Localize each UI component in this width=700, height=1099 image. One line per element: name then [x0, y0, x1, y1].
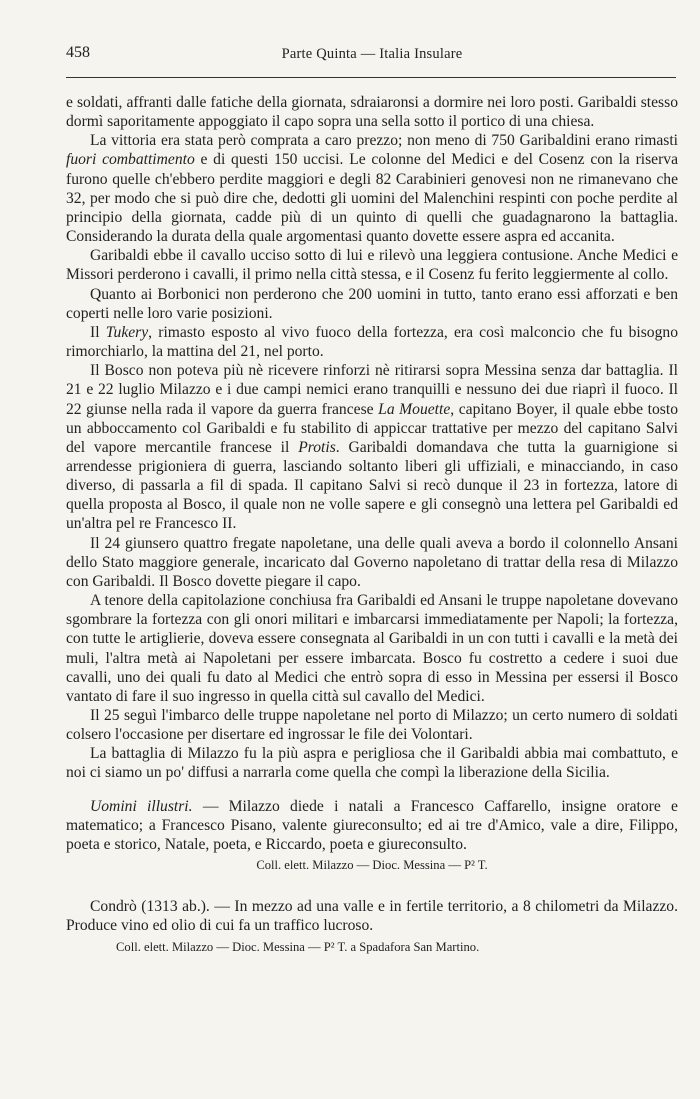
text-run: Il Bosco non poteva più nè ricevere rinforzi nè ritirarsi sopra Messina senza dar battaglia. Il 21 e 22 luglio Milazzo e i due campi nemici erano tranquilli e nessuno dei due riaprì il fuoco. Il 22 giunse nella rada il vapore da guerra francese [66, 362, 678, 418]
text-run: (1313 ab.). — In mezzo ad una valle e in fertile territorio, a 8 chilometri da Milazzo. Produce vino ed olio di cui fa un traffico lucroso. [66, 898, 678, 935]
text-run: , rimasto esposto al vivo fuoco della fortezza, era così malconcio che fu bisogno rimorchiarlo, la mattina del 21, nel porto. [66, 323, 678, 361]
citation: Coll. elett. Milazzo — Dioc. Messina — P² T. [256, 858, 488, 873]
italic-run: Tukery [105, 323, 149, 341]
italic-run: fuori combattimento [66, 151, 195, 169]
section-condro [66, 897, 678, 935]
section-heading: Uomini illustri. [90, 797, 193, 815]
page-number: 458 [66, 44, 90, 61]
text-run: La vittoria era stata però comprata a caro prezzo; non meno di 750 Garibaldini erano rimasti [90, 132, 678, 150]
text-run: e di questi 150 uccisi. Le colonne del Medici e del Cosenz con la riserva furono quelle ch'ebbero perdite maggiori e degli 82 Carabinieri genovesi non ne rimanevano che 32, per modo che si può dire che, dedotti gli uomini del Malenchini respinti con poche perdite al principio della giornata, cadde più di un quinto di quelli che guadagnarono la battaglia. Considerando la durata della quale argomentasi quanto dovette essere aspra ed accanita. [66, 151, 679, 246]
paragraph: Garibaldi ebbe il cavallo ucciso sotto di lui e rilevò una leggiera contusione. Anche Medici e Missori perderono i cavalli, il primo nella città stessa, e il Cosenz fu ferito leggiermente al collo. [66, 247, 678, 284]
paragraph: La battaglia di Milazzo fu la più aspra e perigliosa che il Garibaldi abbia mai combattuto, e noi ci siamo un po' diffusi a narrarla come quella che compì la liberazione della Sicilia. [66, 745, 678, 782]
paragraph: e soldati, affranti dalle fatiche della giornata, sdraiaronsi a dormire nei loro posti. Garibaldi stesso dormì saporitamente appoggiato il capo sopra una sella sotto il portico di una chiesa. [66, 94, 678, 131]
paragraph [66, 131, 678, 246]
paragraph: Quanto ai Borbonici non perderono che 200 uomini in tutto, tanto erano essi afforzati e ben coperti nelle loro varie posizioni. [66, 285, 678, 322]
paragraph: A tenore della capitolazione conchiusa fra Garibaldi ed Ansani le truppe napoletane dovevano sgombrare la fortezza con gli onori militari e imbarcarsi immediatamente per Napoli; la fortezza, con tutte le artiglierie, doveva essere consegnata al Garibaldi in un con tutti i cavalli e la metà dei muli, l'altra metà ai Napoletani per essere imbarcata. Bosco fu costretto a cedere i suoi due cavalli, uno dei quali fu dato al Medici che entrò sopra di esso in Messina per essersi il Bosco vantato di fare il suo ingresso in quella città sul cavallo del Medici. [66, 592, 678, 705]
header-rule [66, 77, 676, 78]
italic-run: La Mouette [378, 400, 451, 418]
running-head [66, 44, 678, 66]
body-text [66, 93, 678, 957]
section-heading: Condrò [90, 898, 137, 916]
italic-run: Protis [298, 438, 336, 456]
paragraph [66, 323, 678, 361]
citation: Coll. elett. Milazzo — Dioc. Messina — P² T. a Spadafora San Martino. [116, 939, 480, 954]
paragraph: Il 24 giunsero quattro fregate napoletane, una delle quali aveva a bordo il colonnello Ansani dello Stato maggiore generale, incaricato dal Governo napoletano di trattar della resa di Milazzo con Garibaldi. Il Bosco dovette piegare il capo. [66, 534, 678, 590]
text-run: Il [90, 323, 106, 341]
text-run: . Garibaldi domandava che tutta la guarnigione si arrendesse prigioniera di guerra, lasciando soltanto liberi gli uffiziali, e minacciando, in caso diverso, di passarla a fil di spada. Il capitano Salvi si recò dunque il 23 in fortezza, latore di quella proposta al Bosco, il quale non ne volle sapere e gli consegnò una lettera pel Garibaldi ed un'altra pel re Francesco II. [66, 438, 678, 533]
section-uomini-illustri [66, 797, 678, 854]
text-run: — Milazzo diede i natali a Francesco Caffarello, insigne oratore e matematico; a Francesco Pisano, valente giureconsulto; ed ai tre d'Amico, vale a dire, Filippo, poeta e storico, Natale, poeta, e Riccardo, poeta e giureconsulto. [66, 797, 678, 853]
paragraph [66, 361, 678, 533]
running-title: Parte Quinta — Italia Insulare [281, 46, 463, 62]
text-run: , capitano Boyer, il quale ebbe tosto un abboccamento col Garibaldi e fu stabilito di appiccar trattative per mezzo del capitano Salvi del vapore mercantile francese il [66, 400, 678, 456]
paragraph: Il 25 seguì l'imbarco delle truppe napoletane nel porto di Milazzo; un certo numero di soldati colsero l'occasione per disertare ed ingrossar le file dei Volontari. [66, 707, 678, 744]
